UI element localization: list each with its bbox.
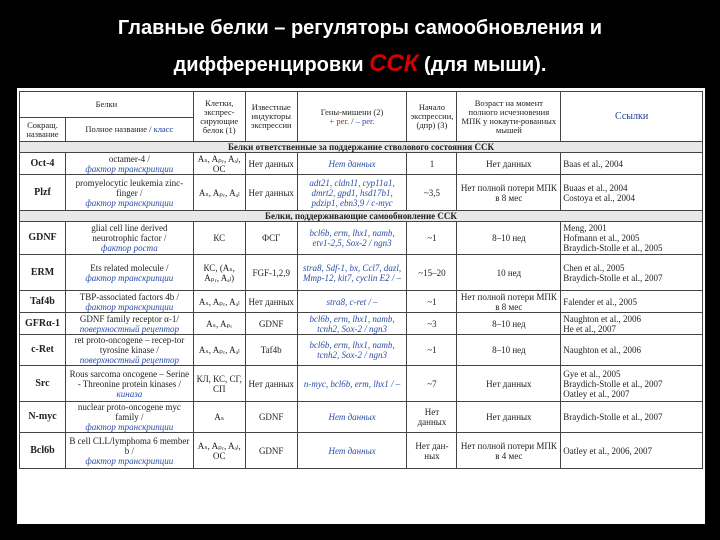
- reference: Falender et al., 2005: [563, 296, 637, 307]
- full-name: Rous sarcoma oncogene – Serine - Threonine protein kinases /: [69, 368, 190, 389]
- references-cell: [561, 175, 703, 211]
- protein-class: фактор транскрипции: [85, 197, 174, 208]
- references-cell: [561, 313, 703, 335]
- target-genes: bcl6b, erm, lhx1, namb, tcnh2, Sox-2 / ngn3: [297, 335, 407, 366]
- expression-inducers: GDNF: [245, 402, 297, 433]
- header-inducers: Известные индукторы экспрессии: [245, 92, 297, 142]
- knockout-age: Нет полной потери МПК в 4 мес: [457, 433, 561, 469]
- references-cell: [561, 291, 703, 313]
- expression-onset: ~3,5: [407, 175, 457, 211]
- knockout-age: 10 нед: [457, 255, 561, 291]
- full-name: nuclear proto-oncogene myc family /: [77, 402, 181, 422]
- expression-inducers: Нет данных: [245, 175, 297, 211]
- knockout-age: Нет данных: [457, 402, 561, 433]
- table-row: [20, 255, 703, 291]
- full-name: B cell CLL/lymphoma 6 member b /: [69, 435, 190, 456]
- expression-onset: Нет данных: [407, 402, 457, 433]
- protein-class: киназа: [116, 388, 143, 399]
- reference: Oatley et al., 2006, 2007: [563, 445, 652, 456]
- expression-onset: ~1: [407, 222, 457, 255]
- expressing-cells: КС, (Aₛ, Aₚᵣ, Aₐₗ): [193, 255, 245, 291]
- header-onset-note: (3): [437, 120, 448, 130]
- target-genes: bcl6b, erm, lhx1, namb, tcnh2, Sox-2 / ngn3: [297, 313, 407, 335]
- reference: Costoya et al., 2004: [563, 192, 636, 203]
- reference: Braydich-Stolle et al., 2005: [563, 243, 663, 253]
- header-targets-text: Гены-мишени: [320, 106, 372, 117]
- references-cell: [561, 153, 703, 175]
- gene-name: c-Ret: [20, 335, 66, 366]
- protein-class: поверхностный рецептор: [79, 323, 179, 334]
- full-name-cell: [65, 255, 193, 291]
- knockout-age: 8–10 нед: [457, 335, 561, 366]
- reference: Hofmann et al., 2005: [563, 233, 640, 243]
- legend-positive: + рег.: [329, 115, 350, 126]
- reference: Chen et al., 2005: [563, 262, 625, 273]
- table-row: [20, 402, 703, 433]
- table-row: [20, 335, 703, 366]
- section-1-label: Белки ответственные за поддержание стволового состояния ССК: [20, 142, 703, 153]
- section-row-1: [20, 142, 703, 153]
- expression-inducers: Taf4b: [245, 335, 297, 366]
- title-line-2-post: (для мыши).: [418, 54, 547, 76]
- expressing-cells: Aₛ, Aₚᵣ: [193, 313, 245, 335]
- reference: Gye et al., 2005: [563, 368, 621, 379]
- target-genes: stra8, c-ret / –: [297, 291, 407, 313]
- header-cells-text: Клетки, экспрес-сирующие белок: [200, 97, 239, 135]
- full-name-cell: [65, 291, 193, 313]
- full-name-cell: [65, 313, 193, 335]
- expression-inducers: GDNF: [245, 433, 297, 469]
- header-proteins: Белки: [20, 92, 194, 118]
- table-row: [20, 433, 703, 469]
- table-row: [20, 222, 703, 255]
- header-cells: [193, 92, 245, 142]
- knockout-age: 8–10 нед: [457, 222, 561, 255]
- references-cell: [561, 366, 703, 402]
- header-short-name: Сокращ. название: [20, 118, 66, 142]
- proteins-table: [19, 91, 703, 469]
- target-genes: bcl6b, erm, lhx1, namb, etv1-2,5, Sox-2 / ngn3: [297, 222, 407, 255]
- full-name-cell: [65, 175, 193, 211]
- header-targets-note: (2): [373, 106, 384, 117]
- expression-inducers: ФСГ: [245, 222, 297, 255]
- full-name: glial cell line derived neurotrophic factor /: [91, 223, 168, 243]
- expressing-cells: КЛ, КС, СГ, СП: [193, 366, 245, 402]
- knockout-age: 8–10 нед: [457, 313, 561, 335]
- header-full-name: [65, 118, 193, 142]
- title-line-2-pre: дифференцировки: [173, 54, 370, 76]
- full-name: ret proto-oncogene – recep-tor tyrosine kinase /: [74, 335, 185, 355]
- reference: Braydich-Stolle et al., 2007: [563, 412, 663, 422]
- gene-name: Oct-4: [20, 153, 66, 175]
- reference: Naughton et al., 2006: [563, 345, 642, 355]
- protein-class: фактор транскрипции: [85, 422, 174, 432]
- slide-title: [0, 10, 720, 83]
- expression-onset: ~15–20: [407, 255, 457, 291]
- expression-onset: ~1: [407, 335, 457, 366]
- header-class: класс: [153, 124, 174, 134]
- target-genes: stra8, Sdf-1, bx, Ccl7, dazl, Mmp-12, kit7, cyclin E2 / –: [297, 255, 407, 291]
- target-genes: n-myc, bcl6b, erm, lhx1 / –: [297, 366, 407, 402]
- target-genes: adt21, cldn11, cyp11a1, dmrt2, gpd1, hsd17b1, pdzip1, ebn3,9 / c-myc: [297, 175, 407, 211]
- references-cell: [561, 222, 703, 255]
- protein-class: фактор транскрипции: [85, 272, 174, 283]
- expression-inducers: Нет данных: [245, 366, 297, 402]
- gene-name: Src: [20, 366, 66, 402]
- references-cell: [561, 433, 703, 469]
- target-genes: Нет данных: [297, 402, 407, 433]
- gene-name: Bcl6b: [20, 433, 66, 469]
- expressing-cells: Aₛ, Aₚᵣ, Aₐₗ: [193, 175, 245, 211]
- legend-sep: /: [349, 115, 356, 126]
- target-genes: Нет данных: [297, 433, 407, 469]
- full-name-cell: [65, 222, 193, 255]
- header-targets: [297, 92, 407, 142]
- expressing-cells: Aₛ: [193, 402, 245, 433]
- header-onset-text: Начало экспрессии, (дпр): [410, 102, 454, 130]
- expressing-cells: Aₛ, Aₚᵣ, Aₐₗ, ОС: [193, 153, 245, 175]
- knockout-age: Нет полной потери МПК в 8 мес: [457, 175, 561, 211]
- expression-inducers: FGF-1,2,9: [245, 255, 297, 291]
- reference: Buaas et al., 2004: [563, 182, 628, 193]
- reference: Naughton et al., 2006: [563, 313, 642, 324]
- table-row: [20, 291, 703, 313]
- expression-onset: 1: [407, 153, 457, 175]
- gene-name: ERM: [20, 255, 66, 291]
- expression-onset: ~3: [407, 313, 457, 335]
- protein-class: фактор роста: [100, 243, 158, 253]
- references-cell: [561, 335, 703, 366]
- expressing-cells: КС: [193, 222, 245, 255]
- gene-name: GFRα-1: [20, 313, 66, 335]
- expressing-cells: Aₛ, Aₚᵣ, Aₐₗ: [193, 291, 245, 313]
- reference: Braydich-Stolle et al., 2007: [563, 378, 663, 389]
- expression-inducers: Нет данных: [245, 291, 297, 313]
- section-2-label: Белки, поддерживающие самообновление ССК: [20, 211, 703, 222]
- expression-onset: ~1: [407, 291, 457, 313]
- table-row: [20, 175, 703, 211]
- legend-negative: – рег.: [355, 115, 375, 126]
- table-body: [20, 142, 703, 469]
- protein-class: фактор транскрипции: [85, 455, 174, 466]
- full-name: promyelocytic leukemia zinc-finger /: [75, 177, 184, 198]
- header-onset: [407, 92, 457, 142]
- header-age: Возраст на момент полного исчезновения МПК у нокаути-рованных мышей: [457, 92, 561, 142]
- full-name-cell: [65, 153, 193, 175]
- protein-class: фактор транскрипции: [85, 301, 174, 312]
- full-name: octamer-4 /: [108, 153, 150, 164]
- gene-name: Taf4b: [20, 291, 66, 313]
- header-refs: Ссылки: [561, 92, 703, 142]
- expressing-cells: Aₛ, Aₚᵣ, Aₐₗ: [193, 335, 245, 366]
- expressing-cells: Aₛ, Aₚᵣ, Aₐₗ, ОС: [193, 433, 245, 469]
- table-row: [20, 366, 703, 402]
- gene-name: N-myc: [20, 402, 66, 433]
- expression-onset: ~7: [407, 366, 457, 402]
- references-cell: [561, 255, 703, 291]
- table-sheet: [17, 88, 705, 524]
- title-ssk: ССК: [369, 50, 419, 77]
- full-name-cell: [65, 433, 193, 469]
- gene-name: Plzf: [20, 175, 66, 211]
- reference: Braydich-Stolle et al., 2007: [563, 272, 663, 283]
- full-name-cell: [65, 402, 193, 433]
- protein-class: фактор транскрипции: [85, 163, 174, 174]
- expression-inducers: Нет данных: [245, 153, 297, 175]
- full-name: Ets related molecule /: [90, 262, 169, 273]
- table-row: [20, 153, 703, 175]
- protein-class: поверхностный рецептор: [79, 355, 179, 365]
- reference: Baas et al., 2004: [563, 158, 624, 169]
- knockout-age: Нет полной потери МПК в 8 мес: [457, 291, 561, 313]
- knockout-age: Нет данных: [457, 366, 561, 402]
- full-name: GDNF family receptor α-1/: [79, 313, 179, 324]
- reference: He et al., 2007: [563, 323, 616, 334]
- reference: Oatley et al., 2007: [563, 388, 630, 399]
- reference: Meng, 2001: [563, 223, 607, 233]
- references-cell: [561, 402, 703, 433]
- header-cells-note: (1): [225, 124, 236, 135]
- title-line-2: [0, 46, 720, 83]
- gene-name: GDNF: [20, 222, 66, 255]
- header-full-name-text: Полное название /: [85, 124, 152, 134]
- expression-onset: Нет дан-ных: [407, 433, 457, 469]
- section-row-2: [20, 211, 703, 222]
- target-genes: Нет данных: [297, 153, 407, 175]
- full-name: TBP-associated factors 4b /: [79, 291, 179, 302]
- full-name-cell: [65, 366, 193, 402]
- title-line-1: Главные белки – регуляторы самообновления и: [117, 17, 603, 39]
- full-name-cell: [65, 335, 193, 366]
- knockout-age: Нет данных: [457, 153, 561, 175]
- table-row: [20, 313, 703, 335]
- expression-inducers: GDNF: [245, 313, 297, 335]
